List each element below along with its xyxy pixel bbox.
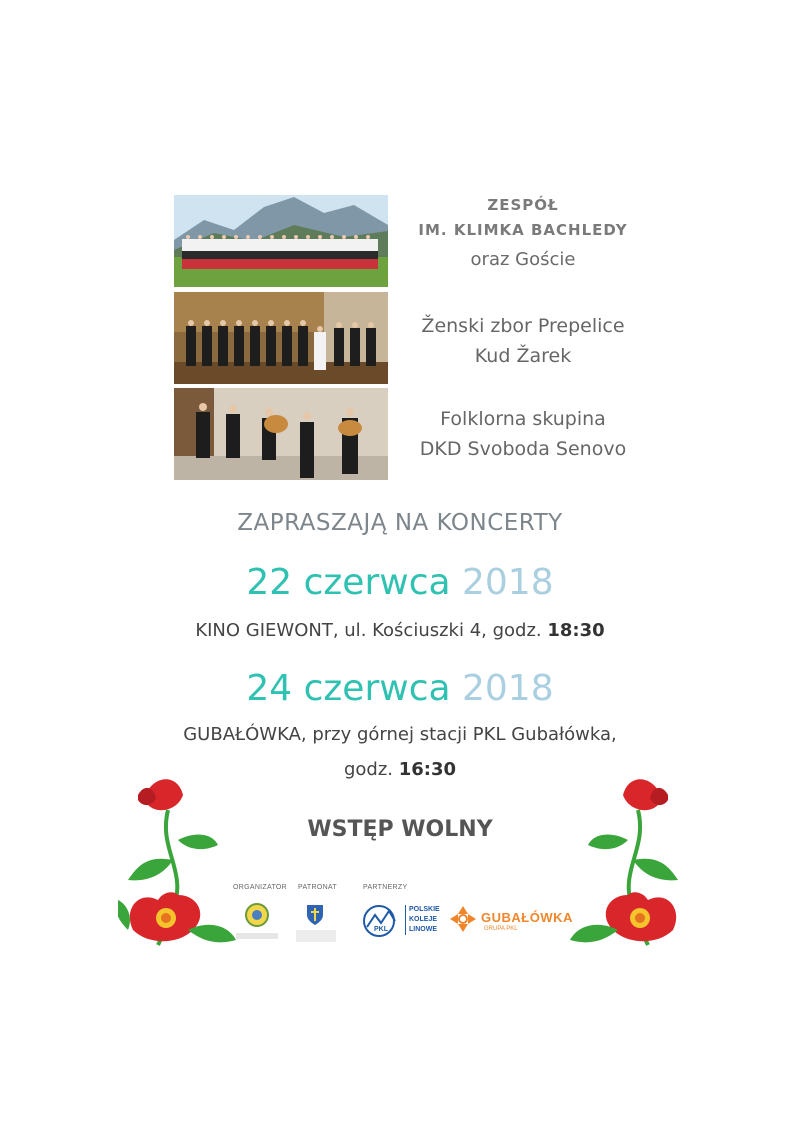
concert-1-time: 18:30 — [547, 620, 605, 641]
pkl-divider — [405, 905, 406, 935]
patron-label: PATRONAT — [298, 884, 337, 891]
rose-right-decoration — [568, 770, 688, 960]
concert-2-time: 16:30 — [398, 759, 457, 780]
gubalowka-logo-icon — [448, 904, 478, 934]
organizer-emblem-icon — [244, 902, 270, 932]
photo-ensemble-mountains — [174, 195, 388, 287]
group-3-text — [398, 404, 648, 464]
gubalowka-name: GUBAŁÓWKA — [481, 910, 573, 925]
photo-folk-band — [174, 388, 388, 480]
patron-caption-placeholder — [296, 930, 336, 942]
group-1-line-1: ZESPÓŁ — [487, 196, 559, 214]
pkl-abbr: PKL — [374, 926, 388, 933]
concert-1-date — [0, 562, 800, 603]
group-2-line-2: Kud Žarek — [474, 345, 572, 367]
invite-heading: ZAPRASZAJĄ NA KONCERTY — [237, 510, 563, 536]
concert-2-time-prefix: godz. — [343, 759, 393, 780]
group-3-line-2: DKD Svoboda Senovo — [419, 438, 627, 460]
group-1-line-2: IM. KLIMKA BACHLEDY — [418, 221, 628, 239]
organizer-label: ORGANIZATOR — [233, 884, 287, 891]
organizer-caption-placeholder — [236, 933, 278, 939]
concert-2-year: 2018 — [462, 668, 554, 709]
concert-1-venue-line — [0, 620, 800, 641]
free-entry: WSTĘP WOLNY — [307, 817, 493, 842]
concert-2-venue: GUBAŁÓWKA, przy górnej stacji PKL Gubałówka, — [183, 724, 617, 745]
group-3-line-1: Folklorna skupina — [440, 408, 606, 430]
group-1-line-3: oraz Goście — [470, 249, 576, 270]
pkl-wordmark — [409, 905, 440, 935]
group-2-text — [398, 311, 648, 371]
photo-choir-church — [174, 292, 388, 384]
concert-2-day: 24 czerwca — [246, 668, 451, 709]
pkl-text-3: LINOWE — [409, 926, 437, 933]
concert-1-year: 2018 — [462, 562, 554, 603]
photo-1-image — [174, 195, 388, 287]
pkl-text-1: POLSKIE — [409, 906, 440, 913]
pkl-text-2: KOLEJE — [409, 916, 438, 923]
concert-1-day: 22 czerwca — [246, 562, 451, 603]
concert-2-date — [0, 668, 800, 709]
partners-label: PARTNERZY — [363, 884, 408, 891]
concert-1-venue: KINO GIEWONT, ul. Kościuszki 4, godz. — [195, 620, 542, 641]
group-2-line-1: Ženski zbor Prepelice — [421, 315, 625, 337]
rose-left-decoration — [118, 770, 238, 960]
group-1-text — [398, 196, 648, 270]
photo-3-image — [174, 388, 388, 480]
photo-2-image — [174, 292, 388, 384]
patron-crest-icon — [305, 903, 325, 927]
gubalowka-subtitle: GRUPA PKL — [484, 926, 518, 932]
